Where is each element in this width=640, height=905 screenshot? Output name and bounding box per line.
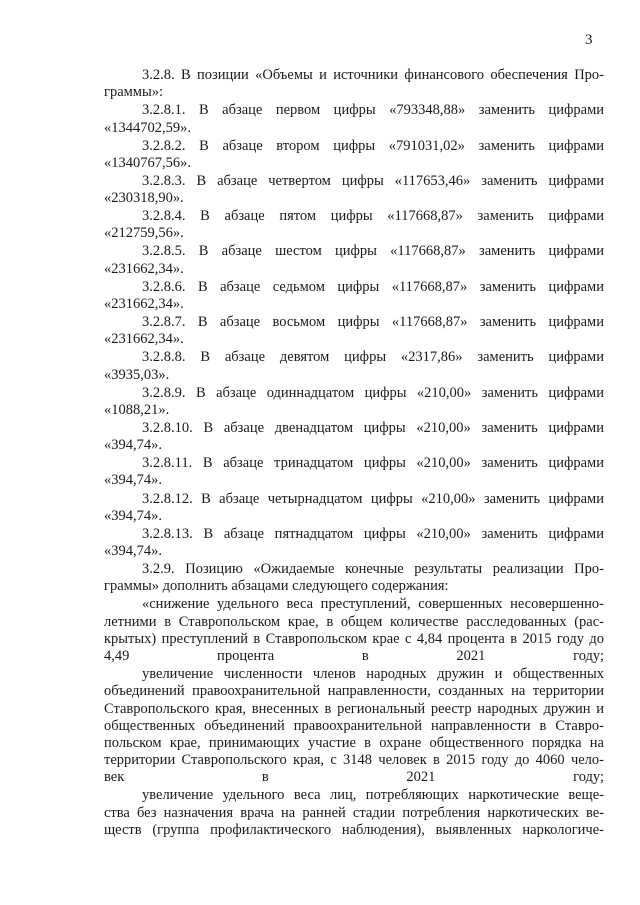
clause-3-2-8-10	[104, 420, 604, 454]
text-line: 3.2.8.13. В абзаце пятнадцатом цифры «210,00» заменить цифрами	[142, 525, 604, 542]
text-line: «212759,56».	[104, 225, 184, 242]
text-line: 3.2.8. В позиции «Объемы и источники финансового обеспечения Про-	[142, 67, 604, 83]
text-line: ства без назначения врача на ранней стадии потребления наркотических ве-	[104, 804, 604, 821]
text-line: «1340767,56».	[104, 154, 191, 171]
text-line: объединений правоохранительной направленности, созданных на территории	[104, 683, 604, 700]
text-line: увеличение удельного веса лиц, потребляющих наркотические веще-	[142, 787, 604, 804]
quoted-paragraph-3	[104, 787, 604, 839]
text-line: 3.2.8.12. В абзаце четырнадцатом цифры «210,00» заменить цифрами	[142, 490, 604, 507]
clause-3-2-8	[104, 67, 604, 101]
text-line: 3.2.8.10. В абзаце двенадцатом цифры «210,00» заменить цифрами	[142, 419, 604, 436]
text-line: граммы»:	[104, 84, 164, 101]
text-line: 3.2.8.3. В абзаце четвертом цифры «117653,46» заменить цифрами	[142, 172, 604, 189]
text-line: Ставропольского края, внесенных в региональный реестр народных дружин и	[104, 700, 604, 717]
text-line: 3.2.8.4. В абзаце пятом цифры «117668,87» заменить цифрами	[142, 208, 604, 225]
clause-3-2-8-13	[104, 526, 604, 560]
text-line: 3.2.8.11. В абзаце тринадцатом цифры «210,00» заменить цифрами	[142, 455, 604, 472]
clause-3-2-8-9	[104, 385, 604, 419]
text-line: век в 2021 году;	[104, 769, 604, 786]
text-line: 3.2.9. Позицию «Ожидаемые конечные результаты реализации Про-	[142, 561, 604, 578]
text-line: крытых) преступлений в Ставропольском крае с 4,84 процента в 2015 году до	[104, 630, 604, 647]
text-line: «1344702,59».	[104, 119, 191, 136]
text-line: 3.2.8.9. В абзаце одиннадцатом цифры «210,00» заменить цифрами	[142, 384, 604, 401]
text-line: «231662,34».	[104, 295, 184, 312]
text-line: граммы» дополнить абзацами следующего содержания:	[104, 578, 449, 595]
clause-3-2-8-6	[104, 279, 604, 313]
text-line: «1088,21».	[104, 401, 170, 418]
text-line: «230318,90».	[104, 190, 184, 207]
clause-3-2-8-2	[104, 138, 604, 172]
text-line: «231662,34».	[104, 260, 184, 277]
text-line: 3.2.8.1. В абзаце первом цифры «793348,88» заменить цифрами	[142, 102, 604, 119]
text-line: территории Ставропольского края, с 3148 человек в 2015 году до 4060 чело-	[104, 752, 604, 769]
text-line: польском крае, принимающих участие в охране общественного порядка на	[104, 734, 604, 751]
clause-3-2-8-5	[104, 243, 604, 277]
text-line: 3.2.8.8. В абзаце девятом цифры «2317,86» заменить цифрами	[142, 349, 604, 366]
text-line: «3935,03».	[104, 366, 170, 383]
text-line: 3.2.8.5. В абзаце шестом цифры «117668,87» заменить цифрами	[142, 243, 604, 260]
quoted-paragraph-2	[104, 666, 604, 786]
text-line: «снижение удельного веса преступлений, совершенных несовершенно-	[142, 596, 604, 613]
text-line: летними в Ставропольском крае, в общем количестве расследованных (рас-	[104, 613, 604, 630]
clause-3-2-9	[104, 561, 604, 595]
text-line: «394,74».	[104, 507, 162, 524]
clause-3-2-8-11	[104, 455, 604, 489]
text-line: «394,74».	[104, 437, 162, 454]
text-line: «394,74».	[104, 472, 162, 489]
text-line: 4,49 процента в 2021 году;	[104, 648, 604, 665]
text-line: «394,74».	[104, 543, 162, 560]
text-line: 3.2.8.2. В абзаце втором цифры «791031,02» заменить цифрами	[142, 137, 604, 154]
text-line: 3.2.8.6. В абзаце седьмом цифры «117668,87» заменить цифрами	[142, 278, 604, 295]
clause-3-2-8-12	[104, 491, 604, 525]
clause-3-2-8-7	[104, 314, 604, 348]
clause-3-2-8-4	[104, 208, 604, 242]
text-line: ществ (группа профилактического наблюдения), выявленных наркологиче-	[104, 821, 604, 838]
document-body	[104, 67, 604, 840]
quoted-paragraph-1	[104, 596, 604, 665]
page-number: 3	[585, 32, 593, 48]
text-line: «231662,34».	[104, 331, 184, 348]
clause-3-2-8-8	[104, 349, 604, 383]
text-line: увеличение численности членов народных дружин и общественных	[142, 666, 604, 683]
text-line: общественных объединений правоохранительной направленности в Ставро-	[104, 717, 604, 734]
clause-3-2-8-1	[104, 102, 604, 136]
clause-3-2-8-3	[104, 173, 604, 207]
text-line: 3.2.8.7. В абзаце восьмом цифры «117668,87» заменить цифрами	[142, 314, 604, 331]
